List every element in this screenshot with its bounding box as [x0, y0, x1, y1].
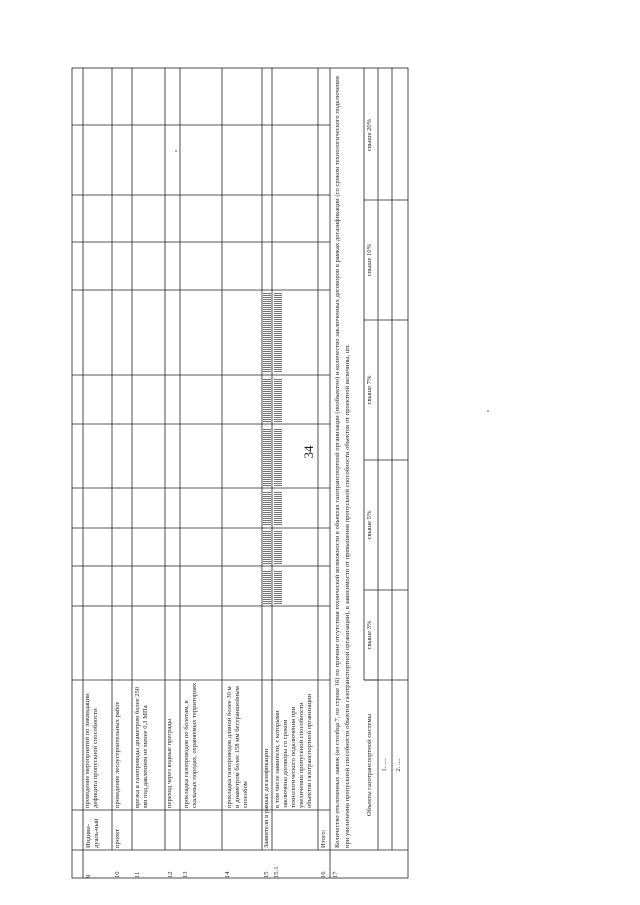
scan-speck — [487, 410, 489, 412]
row-description: переход через водные преграды — [166, 718, 173, 808]
row-number: 16 — [320, 871, 327, 878]
threshold-label: свыше 10% — [366, 243, 373, 277]
hatched-cell — [263, 570, 271, 604]
row-description: прокладка газопроводов по болотам, в скальных породах, охраняемых территориях — [183, 682, 198, 808]
row-description: прокладка газопроводов длиной более 30 м и диаметром более 158 мм бестраншейным способом — [226, 686, 249, 808]
page-number: 34 — [301, 445, 316, 459]
row-number: 12 — [167, 871, 174, 878]
row-number: 17 — [332, 871, 339, 878]
row-description: проведение лесоустроительных работ — [114, 701, 121, 808]
hatched-cell — [263, 378, 271, 422]
hatched-cell — [274, 292, 282, 372]
hatched-cell — [274, 491, 282, 525]
hatched-cell — [263, 491, 271, 525]
threshold-label: свыше 20% — [366, 118, 373, 152]
row-category: Индиви-дуаль-ный — [85, 818, 100, 848]
hatched-cell — [263, 292, 271, 372]
row17-subheader: Объекты газотранспортной системы — [366, 713, 373, 817]
row-number: 15 — [263, 871, 270, 878]
row17-item: 1. .... — [381, 758, 388, 772]
row-description: Заявители в рамках догазификации — [263, 748, 270, 848]
row-number: 10 — [114, 871, 121, 878]
threshold-label: свыше 3% — [366, 620, 373, 650]
row-description: врезка в газопроводы диаметром более 250 мм под давлением не менее 0,3 МПа — [134, 686, 149, 808]
threshold-label: свыше 5% — [366, 510, 373, 540]
row-description: Итого: — [320, 829, 327, 848]
row-number: 13 — [182, 871, 189, 878]
row-number: 9 — [85, 874, 92, 878]
row17-text: Количество отклоненных заявок (из столбца 7, по строке 16) по причине отсутствия технической возможности в объектах газотранспортной организации (пообъектно) и количество заключенных договоров в рамках догазификации (со сроком технологического подключения при увеличении пропускной способности объектов газотранспортной организации), в зависимости от превышения пропускной способности объектов от проектной величины, шт. — [334, 76, 351, 848]
hatched-cell — [274, 428, 282, 486]
hatched-cell — [274, 378, 282, 422]
hatched-cell — [274, 570, 282, 604]
hatched-cell — [274, 530, 282, 564]
row17-item: 2. .... — [395, 758, 402, 772]
row-number: 14 — [224, 871, 231, 878]
hatched-cell — [263, 530, 271, 564]
scan-speck — [175, 150, 177, 152]
threshold-label: свыше 7% — [366, 375, 373, 405]
row-number: 15.1 — [273, 866, 280, 878]
row-category: проект — [114, 828, 121, 848]
row-description: в том числе заявители, с которыми заключены договоры со сроком технологического подключения при увеличении пропускной способности объектов газотранспортной организации — [274, 693, 313, 808]
row-number: 11 — [134, 871, 141, 878]
hatched-cell — [263, 428, 271, 486]
row-description: проведение мероприятий по ликвидации дефицита пропускной способности — [84, 693, 99, 808]
